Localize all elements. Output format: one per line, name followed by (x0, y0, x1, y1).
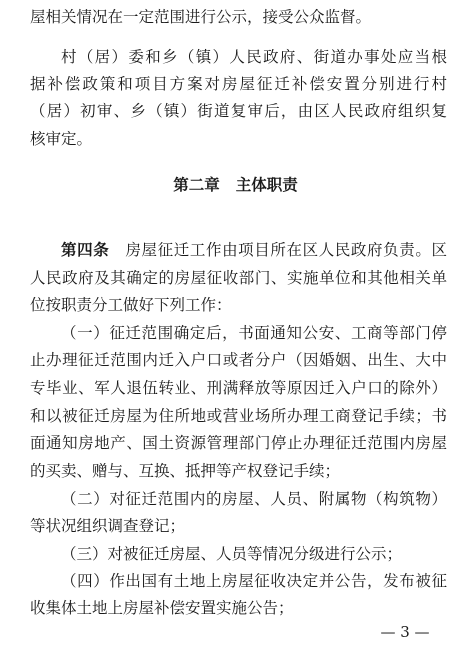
item-4-line-1: （四）作出国有土地上房屋征收决定并公告，发布被征 (61, 572, 447, 590)
item-4-line-2: 收集体土地上房屋补偿安置实施公告； (30, 599, 294, 617)
paragraph-2-line-1: 村（居）委和乡（镇）人民政府、街道办事处应当根 (61, 48, 447, 66)
item-2-line-1: （二）对征迁范围内的房屋、人员、附属物（构筑物） (61, 490, 447, 508)
article-4-line-1-text: 房屋征迁工作由项目所在区人民政府负责。区 (125, 241, 447, 259)
item-1-line-1: （一）征迁范围确定后，书面通知公安、工商等部门停 (61, 324, 447, 342)
chapter-title: 主体职责 (235, 176, 298, 194)
article-4-line-1 (0, 240, 471, 260)
item-2-line-2: 等状况组织调查登记； (30, 517, 186, 535)
item-1-line-3: 专毕业、军人退伍转业、刑满释放等原因迁入户口的除外） (30, 379, 447, 397)
item-1-line-6: 的买卖、赠与、互换、抵押等产权登记手续； (30, 462, 341, 480)
page-number: — 3 — (380, 623, 430, 641)
chapter-heading (0, 175, 471, 195)
item-1-line-5: 面通知房地产、国土资源管理部门停止办理征迁范围内房屋 (30, 434, 447, 452)
paragraph-2-line-3: （居）初审、乡（镇）街道复审后，由区人民政府组织复 (30, 102, 447, 120)
article-4-label: 第四条 (61, 241, 110, 259)
item-1-line-4: 和以被征迁房屋为住所地或营业场所办理工商登记手续；书 (30, 407, 447, 425)
chapter-number: 第二章 (173, 176, 220, 194)
item-3-line-1: （三）对被征迁房屋、人员等情况分级进行公示； (61, 545, 403, 563)
paragraph-2-line-2: 据补偿政策和项目方案对房屋征迁补偿安置分别进行村 (30, 75, 447, 93)
paragraph-2-line-4: 核审定。 (30, 130, 93, 148)
item-1-line-2: 止办理征迁范围内迁入户口或者分户（因婚姻、出生、大中 (30, 351, 447, 369)
paragraph-1-line-1: 屋相关情况在一定范围进行公示，接受公众监督。 (30, 8, 372, 26)
article-4-line-3: 位按职责分工做好下列工作： (30, 296, 232, 314)
article-4-line-2: 人民政府及其确定的房屋征收部门、实施单位和其他相关单 (30, 269, 447, 287)
